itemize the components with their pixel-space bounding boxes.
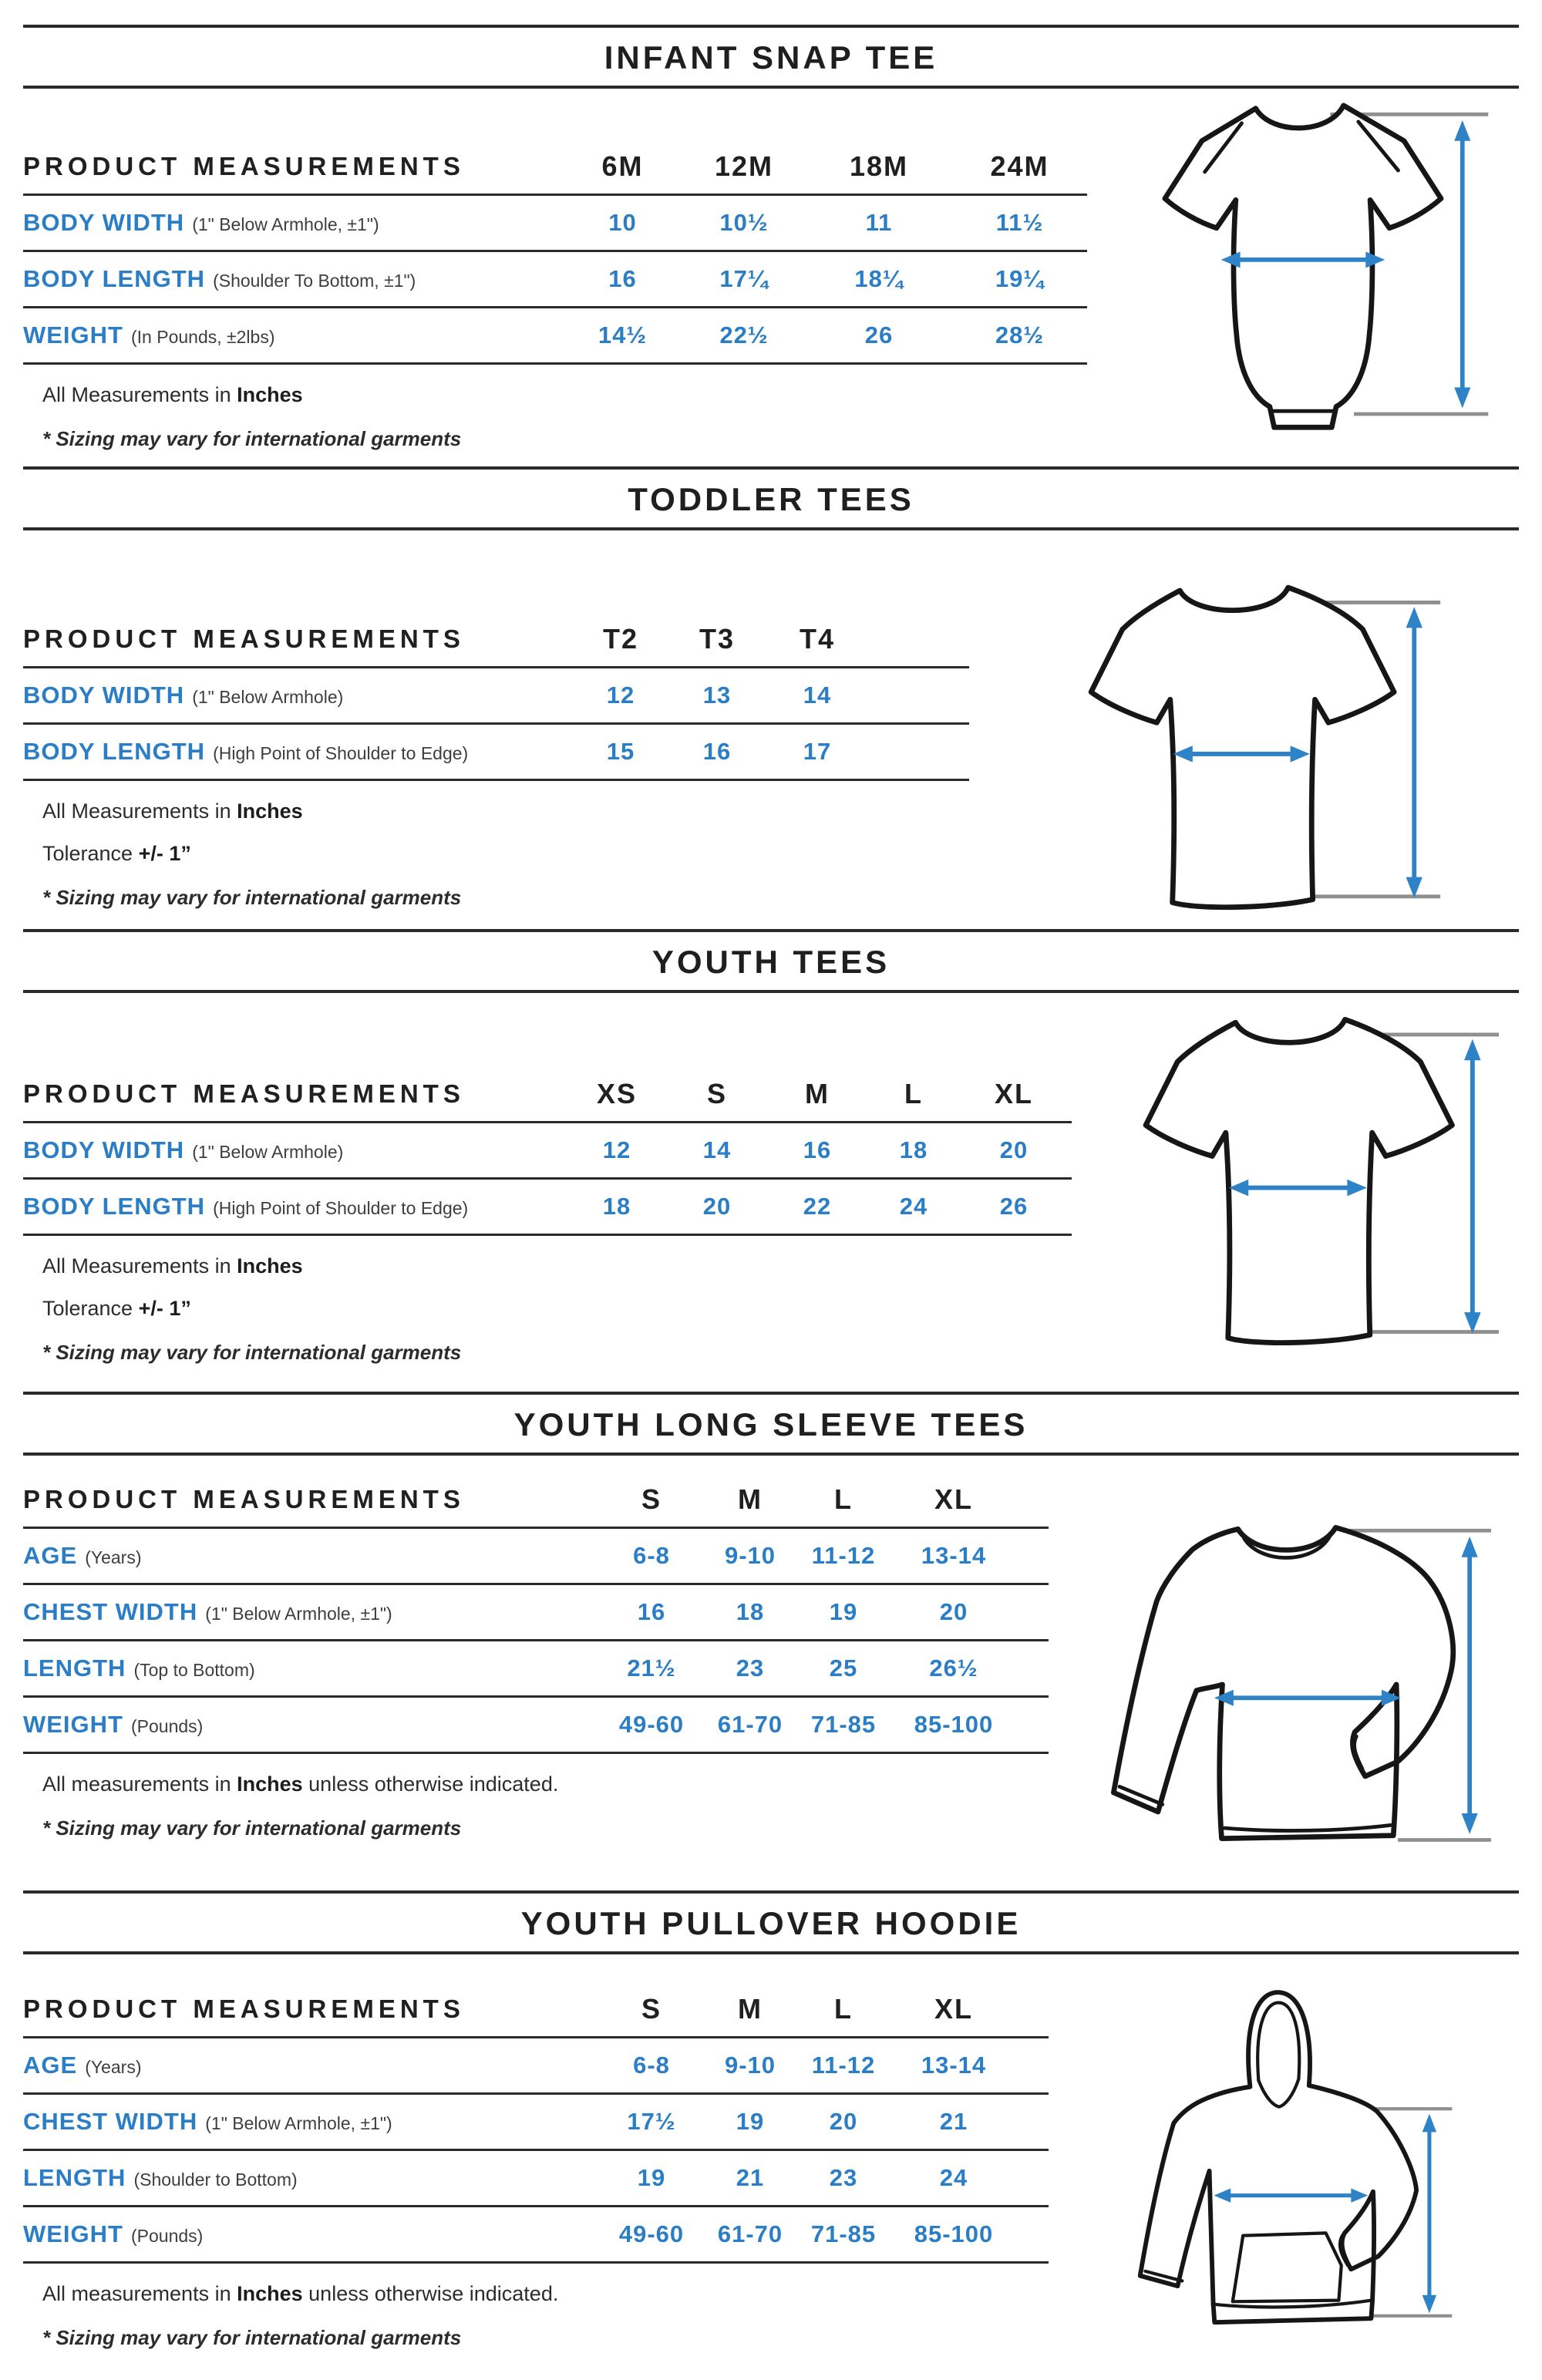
column-header-size: S <box>641 1993 662 2025</box>
table-header-row <box>23 612 969 668</box>
sizing-note: * Sizing may vary for international garments <box>42 2326 462 2349</box>
row-note: (Years) <box>85 1547 142 1567</box>
cell-value: 17½ <box>627 2108 676 2135</box>
row-label-cell <box>23 195 563 251</box>
garment-outline <box>1146 1019 1452 1342</box>
cell-value: 85-100 <box>914 1711 994 1738</box>
column-header-size: L <box>904 1078 923 1109</box>
youth-long-sleeve-tee-diagram <box>1079 1498 1494 1868</box>
table-row <box>23 1179 1072 1235</box>
note-bold: Inches <box>237 1254 303 1278</box>
row-label-cell <box>23 308 563 364</box>
note-bold: Inches <box>237 1772 303 1796</box>
column-header-size: XL <box>934 1483 973 1515</box>
section-title: TODDLER TEES <box>628 481 914 517</box>
cell-value: 26½ <box>929 1655 978 1681</box>
row-label: AGE <box>23 2052 78 2079</box>
row-label-cell <box>23 2207 594 2263</box>
toddler-tee-diagram <box>1025 565 1443 916</box>
row-note: (Shoulder To Bottom, ±1") <box>213 271 416 291</box>
table-header-product-measurements: PRODUCT MEASUREMENTS <box>23 1995 465 2023</box>
table-row <box>23 724 969 780</box>
row-label: BODY LENGTH <box>23 738 206 765</box>
cell-value: 6-8 <box>633 2052 670 2079</box>
row-label: BODY WIDTH <box>23 209 185 236</box>
section-title-bar <box>23 1890 1519 1954</box>
cell-value: 16 <box>702 738 732 765</box>
table-header-row <box>23 1982 1049 2038</box>
note-bold: Inches <box>237 383 303 406</box>
cell-value: 18 <box>736 1598 765 1625</box>
cell-value: 11-12 <box>811 1542 876 1569</box>
cell-value: 22½ <box>719 321 769 348</box>
column-header-size: M <box>738 1483 763 1515</box>
row-label-cell <box>23 1641 594 1697</box>
infant-bodysuit-diagram <box>1110 85 1494 432</box>
row-note: (In Pounds, ±2lbs) <box>131 327 275 347</box>
row-label-cell <box>23 2094 594 2150</box>
cell-value: 24 <box>899 1193 928 1220</box>
section-youth-tees <box>0 929 1542 1392</box>
spacer-cell <box>1012 1473 1049 1528</box>
note-bold: +/- 1” <box>138 842 191 865</box>
cell-value: 19 <box>829 1598 858 1625</box>
note-bold: Inches <box>237 2282 303 2305</box>
table-row <box>23 195 1087 251</box>
table-row <box>23 1528 1049 1584</box>
table-row <box>23 1584 1049 1641</box>
note-text: All Measurements in <box>42 383 237 406</box>
column-header-size: T2 <box>602 623 638 655</box>
table-row <box>23 251 1087 308</box>
cell-value: 21 <box>939 2108 968 2135</box>
column-header-size: S <box>706 1078 727 1109</box>
section-title: YOUTH PULLOVER HOODIE <box>520 1905 1022 1941</box>
cell-value: 11-12 <box>811 2052 876 2079</box>
cell-value: 20 <box>939 1598 968 1625</box>
column-header-size: XL <box>994 1078 1033 1109</box>
row-note: (1" Below Armhole, ±1") <box>205 2113 392 2133</box>
table-row <box>23 1123 1072 1179</box>
column-header-size: L <box>834 1483 853 1515</box>
row-note: (1" Below Armhole, ±1") <box>205 1604 392 1624</box>
cell-value: 49-60 <box>618 1711 685 1738</box>
table-header-product-measurements: PRODUCT MEASUREMENTS <box>23 152 465 180</box>
cell-value: 19¼ <box>995 265 1045 292</box>
sizing-note: * Sizing may vary for international garments <box>42 427 462 450</box>
section-title-bar <box>23 25 1519 89</box>
row-label: BODY LENGTH <box>23 265 206 292</box>
column-header-size: XS <box>596 1078 638 1109</box>
row-note: (Years) <box>85 2057 142 2077</box>
spacer-cell <box>1012 1641 1049 1697</box>
table-header-product-measurements: PRODUCT MEASUREMENTS <box>23 1485 465 1513</box>
section-title-bar <box>23 1392 1519 1456</box>
row-note: (High Point of Shoulder to Edge) <box>213 743 469 763</box>
cell-value: 85-100 <box>914 2220 994 2247</box>
spacer-cell <box>1012 2094 1049 2150</box>
row-label-cell <box>23 1584 594 1641</box>
note-text: Tolerance <box>42 842 139 865</box>
spacer-cell <box>1012 1584 1049 1641</box>
sizing-note: * Sizing may vary for international garments <box>42 1341 462 1364</box>
cell-value: 12 <box>606 682 635 709</box>
cell-value: 6-8 <box>633 1542 670 1569</box>
body-length-arrow <box>1462 1537 1478 1834</box>
measurements-table <box>23 140 1087 365</box>
row-label: CHEST WIDTH <box>23 1598 198 1625</box>
row-label-cell <box>23 2150 594 2207</box>
table-header-product-measurements: PRODUCT MEASUREMENTS <box>23 1079 465 1108</box>
section-title: YOUTH TEES <box>651 944 891 980</box>
cell-value: 71-85 <box>810 2220 877 2247</box>
cell-value: 10½ <box>719 209 769 236</box>
cell-value: 14½ <box>598 321 648 348</box>
note-text: All Measurements in <box>42 1254 237 1278</box>
cell-value: 15 <box>606 738 635 765</box>
cell-value: 20 <box>999 1136 1029 1163</box>
youth-tee-diagram <box>1079 997 1502 1352</box>
cell-value: 26 <box>999 1193 1029 1220</box>
column-header-size: 6M <box>601 150 644 182</box>
cell-value: 21½ <box>627 1655 676 1681</box>
row-label: BODY WIDTH <box>23 682 185 709</box>
garment-outline <box>1140 1992 1416 2322</box>
spacer-cell <box>879 612 969 668</box>
row-note: (1" Below Armhole, ±1") <box>192 214 379 234</box>
table-header-row <box>23 140 1087 195</box>
row-label-cell <box>23 724 563 780</box>
row-label-cell <box>23 1123 563 1179</box>
note-text: All Measurements in <box>42 800 237 823</box>
column-header-size: 24M <box>990 150 1049 182</box>
section-title: YOUTH LONG SLEEVE TEES <box>513 1406 1029 1442</box>
column-header-size: M <box>805 1078 830 1109</box>
cell-value: 13-14 <box>921 2052 987 2079</box>
row-label: CHEST WIDTH <box>23 2108 198 2135</box>
spacer-cell <box>1012 1982 1049 2038</box>
table-row <box>23 2150 1049 2207</box>
cell-value: 11½ <box>995 209 1044 236</box>
table-row <box>23 2094 1049 2150</box>
table-row <box>23 1641 1049 1697</box>
measurements-table <box>23 1982 1049 2264</box>
row-label: BODY WIDTH <box>23 1136 185 1163</box>
table-header-row <box>23 1067 1072 1123</box>
row-note: (Pounds) <box>131 1716 204 1736</box>
note-text: unless otherwise indicated. <box>302 1772 559 1796</box>
spacer-cell <box>1012 1697 1049 1753</box>
cell-value: 26 <box>864 321 894 348</box>
column-header-size: M <box>738 1993 763 2025</box>
column-header-size: 18M <box>849 150 909 182</box>
cell-value: 12 <box>602 1136 631 1163</box>
cell-value: 11 <box>865 209 893 236</box>
toddler-tee-diagram <box>1025 565 1443 916</box>
section-title-bar <box>23 929 1519 993</box>
measurements-table <box>23 1473 1049 1754</box>
youth-tee-diagram <box>1079 997 1502 1352</box>
note-bold: Inches <box>237 800 303 823</box>
garment-outline <box>1091 587 1394 907</box>
cell-value: 20 <box>702 1193 732 1220</box>
cell-value: 21 <box>736 2164 765 2191</box>
cell-value: 61-70 <box>717 1711 783 1738</box>
cell-value: 19 <box>637 2164 666 2191</box>
cell-value: 10 <box>608 209 637 236</box>
spacer-cell <box>879 724 969 780</box>
youth-long-sleeve-tee-diagram <box>1079 1498 1494 1868</box>
measurements-table <box>23 612 969 781</box>
table-row <box>23 1697 1049 1753</box>
note-text: Tolerance <box>42 1297 139 1320</box>
row-note: (Top to Bottom) <box>133 1660 255 1680</box>
row-label: LENGTH <box>23 1655 126 1681</box>
sizing-note: * Sizing may vary for international garments <box>42 1816 462 1840</box>
spacer-cell <box>1012 2038 1049 2094</box>
cell-value: 9-10 <box>724 1542 776 1569</box>
cell-value: 24 <box>939 2164 968 2191</box>
column-header-size: T3 <box>699 623 735 655</box>
cell-value: 22 <box>803 1193 832 1220</box>
row-label-cell <box>23 251 563 308</box>
row-label: AGE <box>23 1542 78 1569</box>
section-toddler-tees <box>0 466 1542 929</box>
column-header-size: S <box>641 1483 662 1515</box>
spacer-cell <box>879 668 969 724</box>
table-row <box>23 2207 1049 2263</box>
cell-value: 23 <box>829 2164 858 2191</box>
section-infant-snap-tee <box>0 25 1542 466</box>
table-header-product-measurements: PRODUCT MEASUREMENTS <box>23 624 465 653</box>
sizing-note: * Sizing may vary for international garments <box>42 886 462 909</box>
cell-value: 14 <box>803 682 832 709</box>
garment-outline <box>1113 1527 1453 1838</box>
table-row <box>23 2038 1049 2094</box>
cell-value: 18¼ <box>854 265 904 292</box>
garment-outline <box>1165 106 1441 427</box>
row-label-cell <box>23 1179 563 1235</box>
body-length-arrow <box>1454 120 1470 408</box>
row-label: WEIGHT <box>23 1711 123 1738</box>
section-youth-pullover-hoodie <box>0 1890 1542 2380</box>
column-header-size: XL <box>934 1993 973 2025</box>
cell-value: 61-70 <box>717 2220 783 2247</box>
cell-value: 17¼ <box>719 265 769 292</box>
cell-value: 17 <box>803 738 832 765</box>
cell-value: 16 <box>608 265 637 292</box>
table-row <box>23 308 1087 364</box>
table-row <box>23 668 969 724</box>
column-header-size: L <box>834 1993 853 2025</box>
row-label-cell <box>23 1697 594 1753</box>
column-header-size: 12M <box>714 150 774 182</box>
row-note: (High Point of Shoulder to Edge) <box>213 1198 469 1218</box>
note-text: All measurements in <box>42 2282 237 2305</box>
cell-value: 23 <box>736 1655 765 1681</box>
cell-value: 14 <box>702 1136 732 1163</box>
cell-value: 25 <box>829 1655 858 1681</box>
cell-value: 9-10 <box>724 2052 776 2079</box>
spacer-cell <box>1012 2207 1049 2263</box>
cell-value: 18 <box>899 1136 928 1163</box>
row-note: (1" Below Armhole) <box>192 1142 344 1162</box>
spacer-cell <box>1012 1528 1049 1584</box>
body-length-arrow <box>1422 2114 1436 2314</box>
youth-pullover-hoodie-diagram <box>1095 1977 1457 2339</box>
cell-value: 13-14 <box>921 1542 987 1569</box>
table-header-row <box>23 1473 1049 1528</box>
row-label: WEIGHT <box>23 2220 123 2247</box>
row-label-cell <box>23 668 563 724</box>
cell-value: 18 <box>602 1193 631 1220</box>
note-text: unless otherwise indicated. <box>302 2282 559 2305</box>
row-label: WEIGHT <box>23 321 123 348</box>
section-title-bar <box>23 466 1519 530</box>
cell-value: 16 <box>803 1136 832 1163</box>
row-label: BODY LENGTH <box>23 1193 206 1220</box>
section-title: INFANT SNAP TEE <box>604 39 938 76</box>
cell-value: 19 <box>736 2108 765 2135</box>
column-header-size: T4 <box>799 623 835 655</box>
youth-pullover-hoodie-diagram <box>1095 1977 1457 2339</box>
cell-value: 13 <box>702 682 732 709</box>
row-label-cell <box>23 2038 594 2094</box>
row-note: (Shoulder to Bottom) <box>133 2170 298 2190</box>
cell-value: 16 <box>637 1598 666 1625</box>
cell-value: 71-85 <box>810 1711 877 1738</box>
body-length-arrow <box>1464 1039 1481 1334</box>
cell-value: 28½ <box>995 321 1045 348</box>
cell-value: 20 <box>829 2108 858 2135</box>
row-note: (Pounds) <box>131 2226 204 2246</box>
spacer-cell <box>1012 2150 1049 2207</box>
infant-bodysuit-diagram <box>1110 85 1494 432</box>
row-label: LENGTH <box>23 2164 126 2191</box>
cell-value: 49-60 <box>618 2220 685 2247</box>
measurements-table <box>23 1067 1072 1236</box>
note-text: All measurements in <box>42 1772 237 1796</box>
note-bold: +/- 1” <box>138 1297 191 1320</box>
row-note: (1" Below Armhole) <box>192 687 344 707</box>
row-label-cell <box>23 1528 594 1584</box>
section-youth-long-sleeve-tees <box>0 1392 1542 1890</box>
body-length-arrow <box>1406 607 1422 897</box>
